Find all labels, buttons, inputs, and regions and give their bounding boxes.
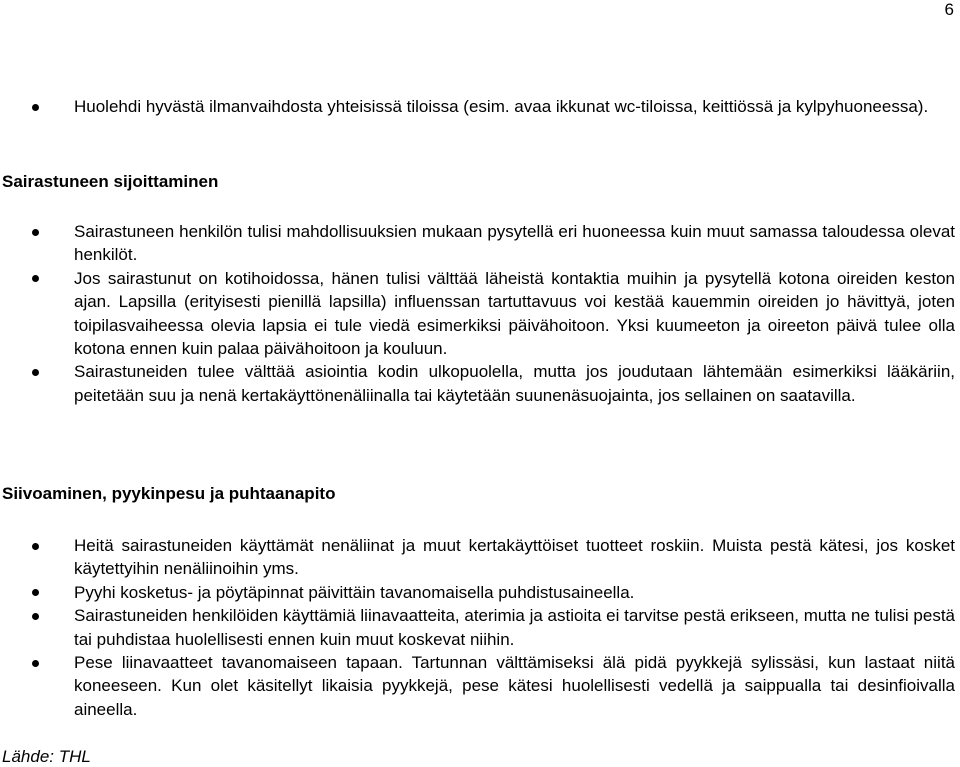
section-heading-placement: Sairastuneen sijoittaminen [2,172,219,191]
list-item [74,95,955,118]
bullet-icon [32,104,39,111]
list-item [74,534,955,581]
list-item-text: Huolehdi hyvästä ilmanvaihdosta yhteisissä tiloissa (esim. avaa ikkunat wc-tiloissa, keittiössä ja kylpyhuoneessa). [74,97,929,116]
list-item-text: Pyyhi kosketus- ja pöytäpinnat päivittäin tavanomaisella puhdistusaineella. [74,582,635,602]
list-item-text: Jos sairastunut on kotihoidossa, hänen tulisi välttää läheistä kontaktia muihin ja pysytellä kotona oireiden keston ajan. Lapsilla (erityisesti pienillä lapsilla) influenssan tartuttavuus voi kestää kauemmin oireiden jo hävittyä, joten toipilasvaiheessa olevia lapsia ei tule viedä esimerkiksi päivähoitoon. Yksi kuumeeton ja oireeton päivä tulee olla kotona ennen kuin palaa päivähoitoon ja kouluun. [74,268,955,359]
page-number: 6 [944,0,954,19]
bullet-list-placement [74,220,955,407]
list-item [74,360,955,407]
bullet-icon [32,543,39,550]
bullet-icon [32,229,39,236]
bullet-list-cleaning [74,534,955,721]
list-item-text: Sairastuneen henkilön tulisi mahdollisuuksien mukaan pysytellä eri huoneessa kuin muut samassa taloudessa olevat henkilöt. [74,222,955,265]
list-item-text: Heitä sairastuneiden käyttämät nenäliinat ja muut kertakäyttöiset tuotteet roskiin. Muista pestä kätesi, jos kosket käytettyihin nenäliinoihin yms. [74,536,955,579]
bullet-icon [32,660,39,667]
bullet-icon [32,275,39,282]
source-citation: Lähde: THL [2,747,91,766]
list-item [74,604,955,651]
bullet-list-ventilation [74,95,955,118]
list-item-text: Sairastuneiden henkilöiden käyttämiä liinavaatteita, aterimia ja astioita ei tarvitse pestä erikseen, mutta ne tulisi pestä tai puhdistaa huolellisesti ennen kuin muut koskevat niihin. [74,606,955,649]
bullet-icon [32,589,39,596]
list-item [74,581,955,604]
section-heading-cleaning: Siivoaminen, pyykinpesu ja puhtaanapito [2,484,336,503]
list-item-text: Pese liinavaatteet tavanomaiseen tapaan. Tartunnan välttämiseksi älä pidä pyykkejä sylissäsi, kun lastaat niitä koneeseen. Kun olet käsitellyt likaisia pyykkejä, pese kätesi huolellisesti vedellä ja saippualla tai desinfioivalla aineella. [74,653,955,719]
list-item [74,651,955,721]
list-item [74,220,955,267]
list-item-text: Sairastuneiden tulee välttää asiointia kodin ulkopuolella, mutta jos joudutaan lähtemään esimerkiksi lääkäriin, peitetään suu ja nenä kertakäyttönenäliinalla tai käytetään suunenäsuojainta, jos sellainen on saatavilla. [74,362,955,405]
list-item [74,267,955,361]
bullet-icon [32,369,39,376]
bullet-icon [32,613,39,620]
